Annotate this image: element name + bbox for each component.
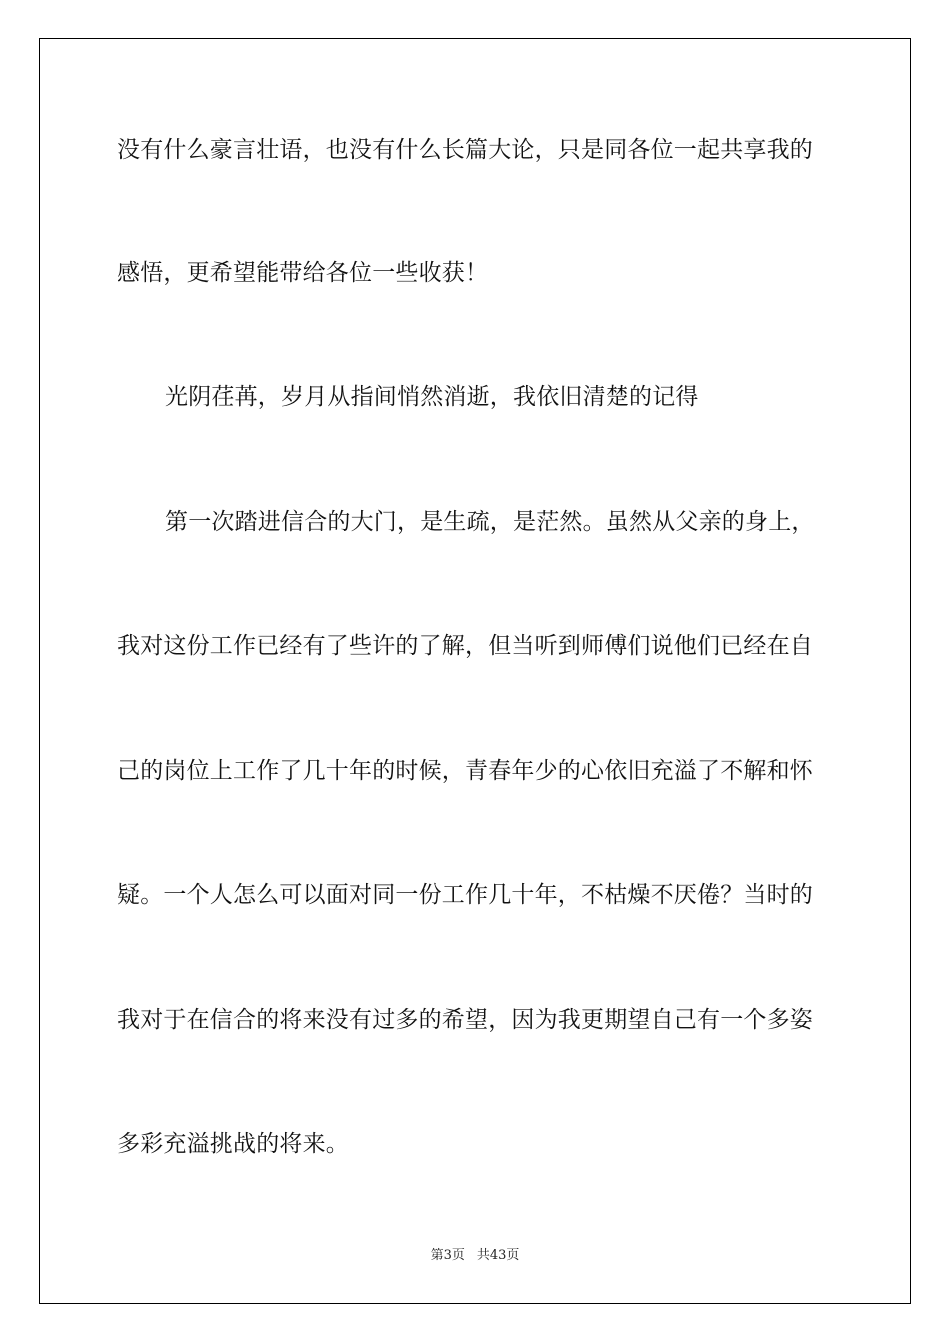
text-line: 感悟，更希望能带给各位一些收获！ [117, 260, 489, 286]
paragraph-start-line: 第一次踏进信合的大门，是生疏，是茫然。虽然从父亲的身上， [165, 509, 815, 535]
text-line: 我对这份工作已经有了些许的了解，但当听到师傅们说他们已经在自 [117, 633, 813, 659]
page-total: 共43页 [476, 1248, 520, 1263]
text-line: 没有什么豪言壮语，也没有什么长篇大论，只是同各位一起共享我的 [117, 137, 813, 163]
paragraph-start-line: 光阴荏苒，岁月从指间悄然消逝，我依旧清楚的记得 [165, 384, 699, 410]
text-line: 己的岗位上工作了几十年的时候，青春年少的心依旧充溢了不解和怀 [117, 758, 813, 784]
page-footer [0, 1247, 950, 1265]
page-number: 第3页 [430, 1248, 465, 1263]
text-line: 疑。一个人怎么可以面对同一份工作几十年，不枯燥不厌倦？当时的 [117, 882, 813, 908]
page-border [39, 38, 911, 1304]
text-line: 我对于在信合的将来没有过多的希望，因为我更期望自己有一个多姿 [117, 1007, 813, 1033]
text-line: 多彩充溢挑战的将来。 [117, 1131, 349, 1157]
